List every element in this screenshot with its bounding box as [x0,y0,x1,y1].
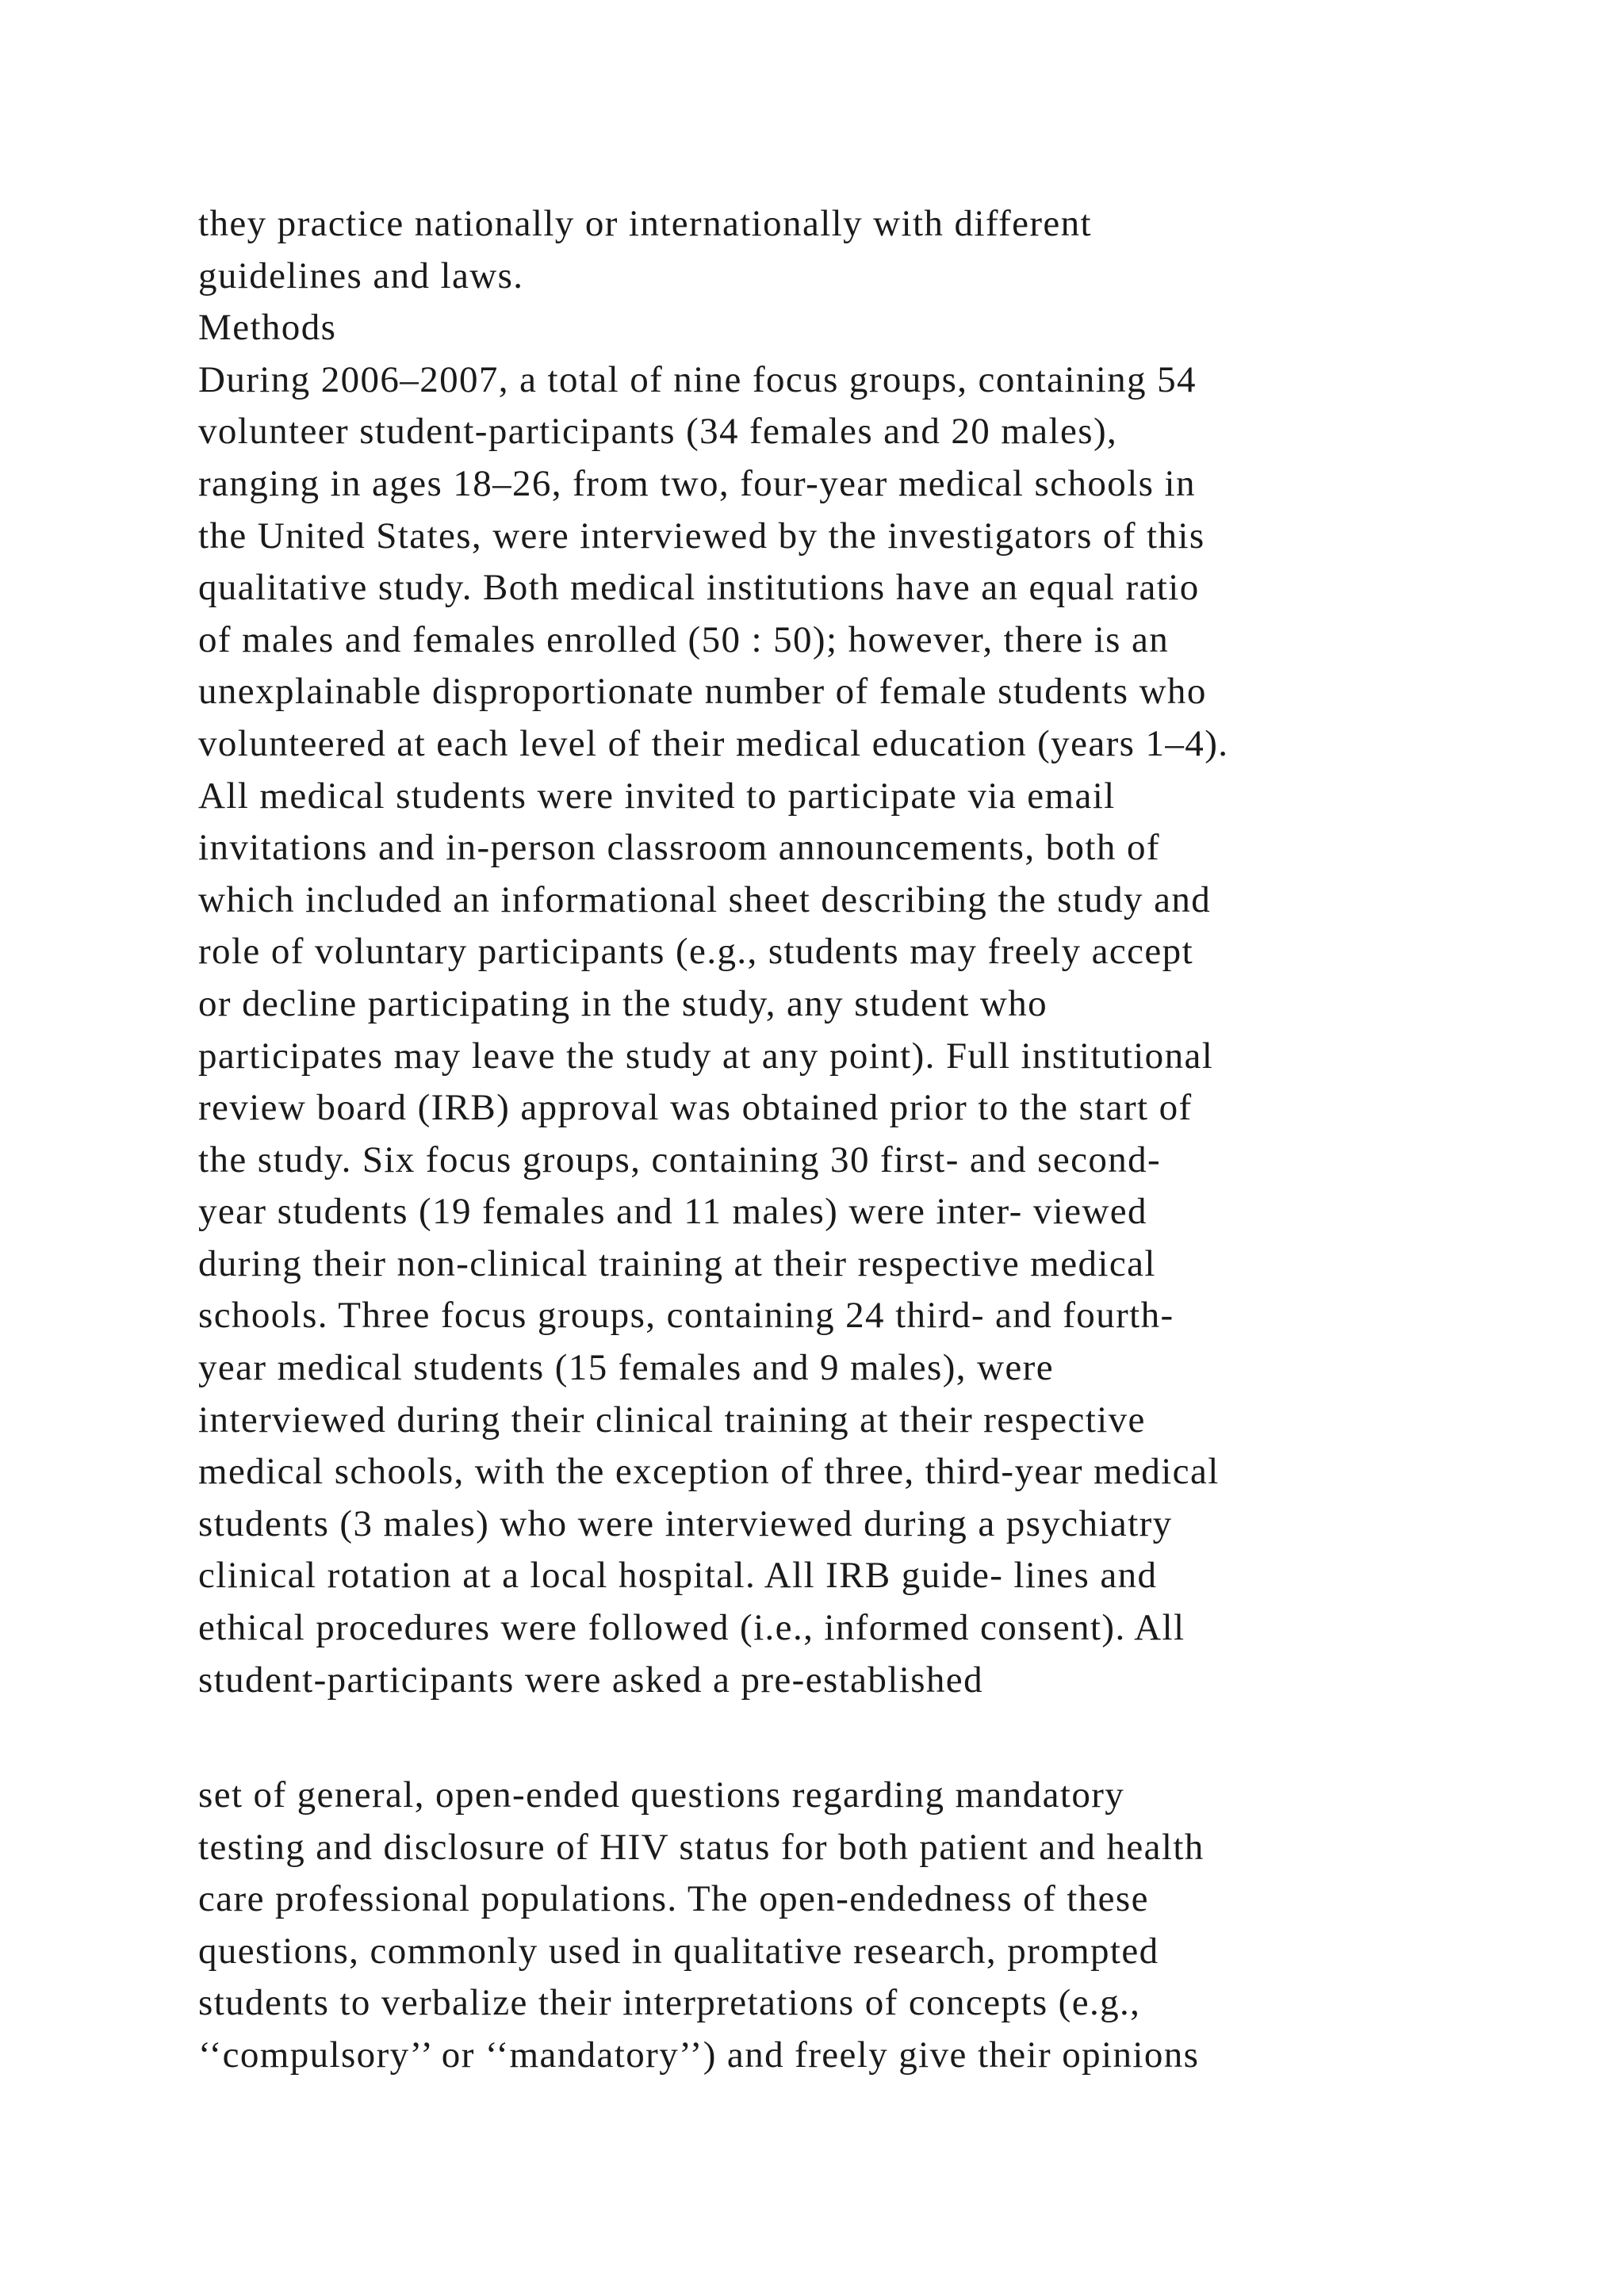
text-line: of males and females enrolled (50 : 50); however, there is an [198,618,1170,660]
text-line: set of general, open-ended questions regarding mandatory [198,1774,1125,1816]
text-line: Methods [198,307,337,349]
text-line: invitations and in-person classroom announcements, both of [198,827,1160,869]
text-line: medical schools, with the exception of three, third-year medical [198,1451,1220,1493]
text-line: volunteer student-participants (34 females and 20 males), [198,411,1118,453]
text-line: the United States, were interviewed by the investigators of this [198,515,1205,557]
text-line: role of voluntary participants (e.g., students may freely accept [198,931,1194,973]
text-line: year medical students (15 females and 9 males), were [198,1347,1054,1389]
text-line: volunteered at each level of their medical education (years 1–4). [198,722,1229,764]
text-line: review board (IRB) approval was obtained prior to the start of [198,1087,1193,1129]
text-line: participates may leave the study at any point). Full institutional [198,1035,1214,1077]
text-line: unexplainable disproportionate number of female students who [198,671,1207,713]
text-line: they practice nationally or internationally with different [198,203,1093,244]
text-line: or decline participating in the study, any student who [198,982,1048,1024]
text-line: schools. Three focus groups, containing 24 third- and fourth- [198,1295,1174,1337]
text-block-methods [198,198,1228,1706]
text-line: All medical students were invited to participate via email [198,775,1116,817]
text-line: qualitative study. Both medical institutions have an equal ratio [198,567,1200,609]
text-line: During 2006–2007, a total of nine focus groups, containing 54 [198,358,1197,400]
text-line: the study. Six focus groups, containing 30 first- and second- [198,1138,1162,1181]
text-line: students (3 males) who were interviewed during a psychiatry [198,1502,1173,1544]
text-line: ethical procedures were followed (i.e., informed consent). All [198,1607,1185,1649]
text-line: interviewed during their clinical training at their respective [198,1399,1146,1441]
text-line: questions, commonly used in qualitative research, prompted [198,1930,1159,1972]
text-line: ‘‘compulsory’’ or ‘‘mandatory’’) and freely give their opinions [198,2034,1200,2076]
text-line: during their non-clinical training at their respective medical [198,1242,1156,1284]
text-line: student-participants were asked a pre-established [198,1659,983,1701]
text-line: care professional populations. The open-endedness of these [198,1878,1149,1920]
text-line: year students (19 females and 11 males) were inter- viewed [198,1191,1147,1233]
text-line: clinical rotation at a local hospital. All IRB guide- lines and [198,1555,1158,1597]
text-line: testing and disclosure of HIV status for both patient and health [198,1826,1205,1868]
text-block-continuation [198,1770,1205,2082]
text-line: students to verbalize their interpretations of concepts (e.g., [198,1982,1141,2024]
text-line: guidelines and laws. [198,254,524,297]
text-line: which included an informational sheet describing the study and [198,878,1212,920]
text-line: ranging in ages 18–26, from two, four-year medical schools in [198,462,1196,504]
